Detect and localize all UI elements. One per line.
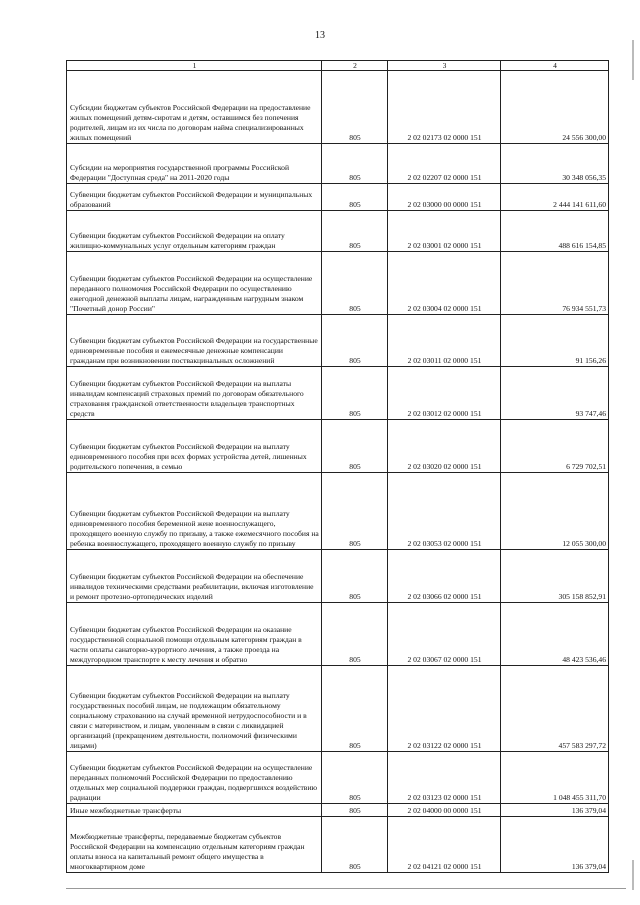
row-code: 2 02 02173 02 0000 151 [388, 71, 501, 144]
row-code: 2 02 03067 02 0000 151 [388, 603, 501, 666]
row-name: Субвенции бюджетам субъектов Российской Федерации на осуществление переданного полномочия Российской Федерации по осуществлению ежегодной денежной выплаты лицам, награжденным нагрудным знаком "Почетный донор России" [67, 252, 322, 315]
row-code: 2 02 03004 02 0000 151 [388, 252, 501, 315]
column-header: 1 [67, 61, 322, 71]
row-grbs: 805 [322, 666, 388, 752]
row-name: Иные межбюджетные трансферты [67, 804, 322, 817]
row-grbs: 805 [322, 603, 388, 666]
row-name: Субсидии на мероприятия государственной программы Российской Федерации "Доступная среда" на 2011-2020 годы [67, 144, 322, 184]
row-code: 2 02 03020 02 0000 151 [388, 420, 501, 473]
row-amount: 6 729 702,51 [501, 420, 609, 473]
column-header: 3 [388, 61, 501, 71]
row-code: 2 02 03001 02 0000 151 [388, 211, 501, 252]
row-grbs: 805 [322, 473, 388, 550]
row-amount: 1 048 455 311,70 [501, 752, 609, 804]
table-header-row [67, 61, 609, 71]
table-row [67, 666, 609, 752]
row-grbs: 805 [322, 420, 388, 473]
row-amount: 30 348 056,35 [501, 144, 609, 184]
row-amount: 12 055 300,00 [501, 473, 609, 550]
table-row [67, 184, 609, 211]
row-grbs: 805 [322, 817, 388, 873]
row-code: 2 02 03066 02 0000 151 [388, 550, 501, 603]
row-amount: 488 616 154,85 [501, 211, 609, 252]
table-row [67, 817, 609, 873]
table-row [67, 71, 609, 144]
row-amount: 91 156,26 [501, 315, 609, 367]
row-name: Субвенции бюджетам субъектов Российской Федерации на обеспечение инвалидов техническими средствами реабилитации, включая изготовление и ремонт протезно-ортопедических изделий [67, 550, 322, 603]
row-amount: 48 423 536,46 [501, 603, 609, 666]
table-row [67, 315, 609, 367]
row-grbs: 805 [322, 144, 388, 184]
row-name: Субвенции бюджетам субъектов Российской Федерации на осуществление переданных полномочий Российской Федерации по предоставлению отдельных мер социальной поддержки граждан, подвергшихся воздействию радиации [67, 752, 322, 804]
row-amount: 457 583 297,72 [501, 666, 609, 752]
row-name: Субсидии бюджетам субъектов Российской Федерации на предоставление жилых помещений детям-сиротам и детям, оставшимся без попечения родителей, лицам из их числа по договорам найма специализированных жилых помещений [67, 71, 322, 144]
row-code: 2 02 03000 00 0000 151 [388, 184, 501, 211]
row-grbs: 805 [322, 184, 388, 211]
table-row [67, 144, 609, 184]
table-row [67, 367, 609, 420]
row-amount: 2 444 141 611,60 [501, 184, 609, 211]
row-code: 2 02 04000 00 0000 151 [388, 804, 501, 817]
table-row [67, 473, 609, 550]
row-name: Субвенции бюджетам субъектов Российской Федерации на выплаты инвалидам компенсаций страховых премий по договорам обязательного страхования гражданской ответственности владельцев транспортных средств [67, 367, 322, 420]
row-name: Субвенции бюджетам субъектов Российской Федерации на выплату единовременного пособия беременной жене военнослужащего, проходящего военную службу по призыву, а также ежемесячного пособия на ребенка военнослужащего, проходящего военную службу по призыву [67, 473, 322, 550]
table-row [67, 252, 609, 315]
row-name: Межбюджетные трансферты, передаваемые бюджетам субъектов Российской Федерации на компенсацию отдельным категориям граждан оплаты взноса на капитальный ремонт общего имущества в многоквартирном доме [67, 817, 322, 873]
table-row [67, 804, 609, 817]
row-code: 2 02 03123 02 0000 151 [388, 752, 501, 804]
table-row [67, 420, 609, 473]
table-row [67, 752, 609, 804]
row-grbs: 805 [322, 752, 388, 804]
budget-table [66, 60, 609, 873]
row-amount: 76 934 551,73 [501, 252, 609, 315]
row-code: 2 02 03012 02 0000 151 [388, 367, 501, 420]
table-row [67, 211, 609, 252]
table-row [67, 550, 609, 603]
column-header: 4 [501, 61, 609, 71]
row-name: Субвенции бюджетам субъектов Российской Федерации на выплату единовременного пособия при всех формах устройства детей, лишенных родительского попечения, в семью [67, 420, 322, 473]
row-grbs: 805 [322, 252, 388, 315]
row-grbs: 805 [322, 367, 388, 420]
row-code: 2 02 04121 02 0000 151 [388, 817, 501, 873]
table-row [67, 603, 609, 666]
row-amount: 136 379,04 [501, 817, 609, 873]
row-name: Субвенции бюджетам субъектов Российской Федерации на оказание государственной социальной помощи отдельным категориям граждан в части оплаты санаторно-курортного лечения, а также проезда на междугородном транспорте к месту лечения и обратно [67, 603, 322, 666]
row-code: 2 02 02207 02 0000 151 [388, 144, 501, 184]
scan-divider [66, 888, 626, 889]
row-code: 2 02 03122 02 0000 151 [388, 666, 501, 752]
row-grbs: 805 [322, 315, 388, 367]
row-grbs: 805 [322, 71, 388, 144]
row-amount: 305 158 852,91 [501, 550, 609, 603]
row-name: Субвенции бюджетам субъектов Российской Федерации на государственные единовременные пособия и ежемесячные денежные компенсации гражданам при возникновении поствакцинальных осложнений [67, 315, 322, 367]
row-name: Субвенции бюджетам субъектов Российской Федерации на выплату государственных пособий лицам, не подлежащим обязательному социальному страхованию на случай временной нетрудоспособности и в связи с материнством, и лицам, уволенным в связи с ликвидацией организаций (прекращением деятельности, полномочий физическими лицами) [67, 666, 322, 752]
row-amount: 24 556 300,00 [501, 71, 609, 144]
row-name: Субвенции бюджетам субъектов Российской Федерации и муниципальных образований [67, 184, 322, 211]
row-grbs: 805 [322, 804, 388, 817]
row-code: 2 02 03053 02 0000 151 [388, 473, 501, 550]
row-amount: 93 747,46 [501, 367, 609, 420]
row-grbs: 805 [322, 211, 388, 252]
scan-edge-mark [632, 860, 634, 890]
row-name: Субвенции бюджетам субъектов Российской Федерации на оплату жилищно-коммунальных услуг отдельным категориям граждан [67, 211, 322, 252]
page-number: 13 [315, 30, 325, 41]
row-grbs: 805 [322, 550, 388, 603]
row-code: 2 02 03011 02 0000 151 [388, 315, 501, 367]
row-amount: 136 379,04 [501, 804, 609, 817]
column-header: 2 [322, 61, 388, 71]
scan-edge-mark [632, 40, 634, 80]
